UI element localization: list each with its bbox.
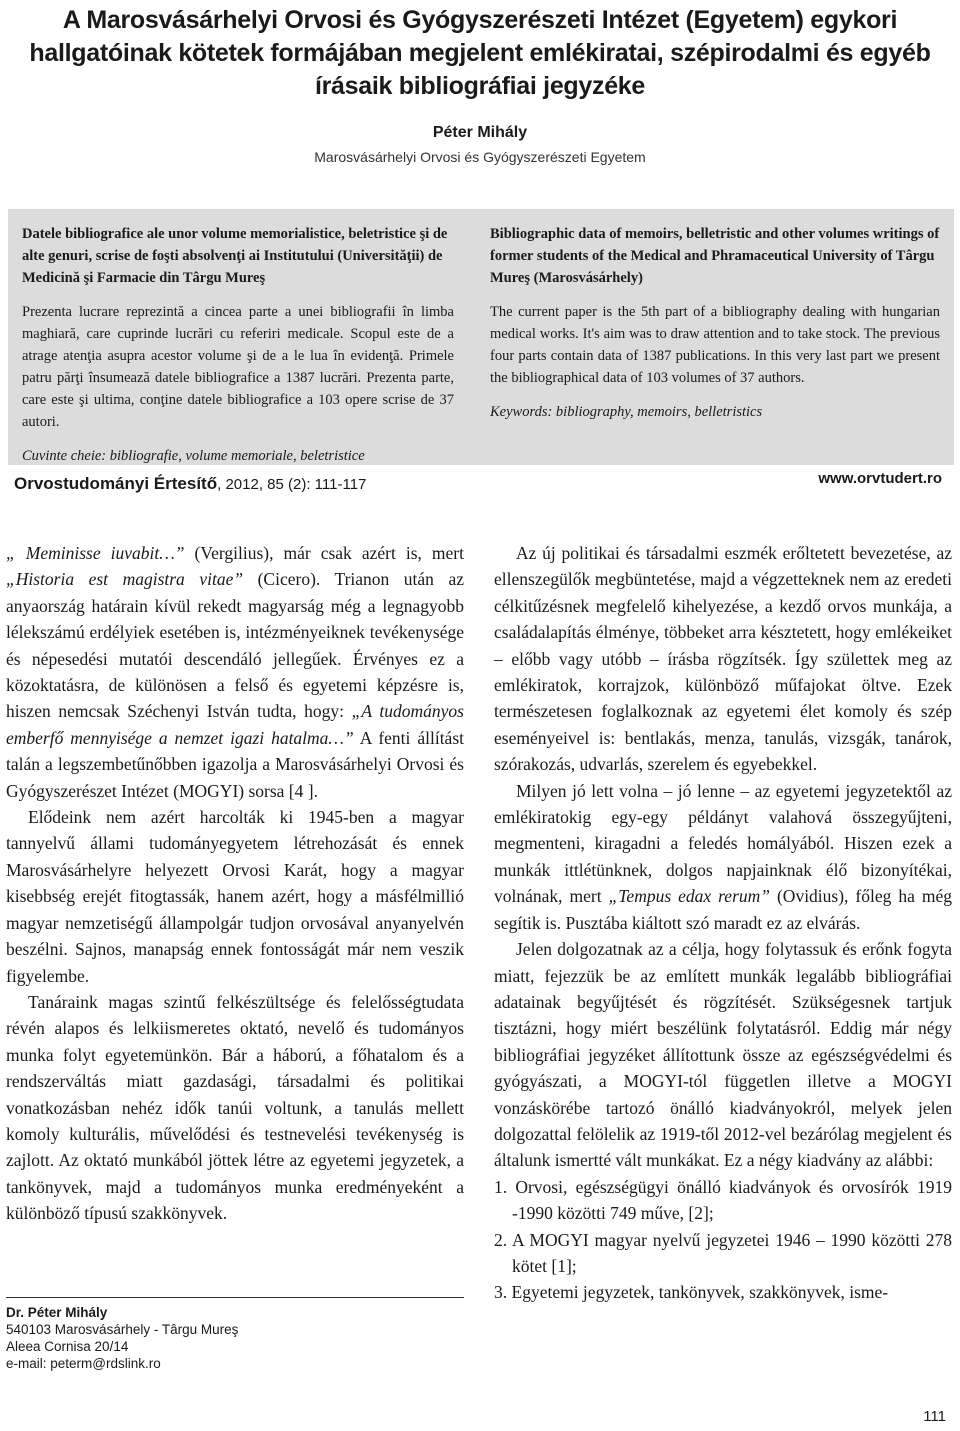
contact-line: 540103 Marosvásárhely - Târgu Mureş: [6, 1322, 239, 1337]
journal-website-link[interactable]: www.orvtudert.ro: [818, 470, 942, 487]
list-item: 3. Egyetemi jegyzetek, tankönyvek, szakkönyvek, isme-: [494, 1282, 889, 1303]
body-paragraph: Az új politikai és társadalmi eszmék erőltetett bevezetése, az ellenszegülők megbüntetése, majd a végzetteknek nem az eredeti célkitűzésnek megfelelő kihelyezése, a kezdő orvos munkája, a családalapítás élménye, többeket arra késztetett, hogy emlékeiket – előbb vagy utóbb – írásba rögzítsék. Így születtek meg az emlékiratok, korrajzok, különböző műfajokat öltve. Ezek természetesen foglalkoznak az egyetemi élet komoly és szép eseményeivel is: bentlakás, menza, tanulás, vizsgák, tanárok, szórakozás, udvarlás, szerelem és egyebekkel.: [494, 543, 952, 775]
body-column-left: [6, 540, 464, 1227]
text-run: (Vergilius), már csak azért is, mert: [184, 543, 464, 563]
abstract-english: [490, 223, 940, 423]
contact-line: Aleea Cornisa 20/14: [6, 1339, 129, 1354]
publication-list: [494, 1174, 952, 1306]
text-run: Milyen jó lett volna – jó lenne – az egyetemi jegyzetektől az emlékiratokig egy-egy példányt valahová összegyűjteni, megmenteni, kiragadni a feledés homályából. Hiszen ezek a munkák ittlétünknek, dolgos napjainknak élő bizonyítékai, volnának, mert: [494, 780, 952, 907]
body-paragraph: Tanáraink magas szintű felkészültsége és felelősségtudata révén alapos és lelkiismeretes oktató, nevelő és tudományos munka folyt egyetemünkön. Bár a háború, a főhatalom és a rendszerváltás miatt gazdasági, társadalmi és politikai vonatkozásban nehéz idők tanúi voltunk, a tanulás mellett komoly kulturális, művelődési és testnevelési tevékenység is zajlott. Az oktató munkából jöttek létre az egyetemi jegyzetek, a tankönyvek, majd a tudományos munka eredményeként a különböző típusú szakkönyvek.: [6, 991, 464, 1224]
correspondence-address: [6, 1304, 238, 1372]
abstract-ro-body: Prezenta lucrare reprezintă a cincea parte a unei bibliografii în limba maghiară, care cuprinde lucrări cu referiri medicale. Scopul este de a atrage atenţia asupra acestor volume şi de a le lua în evidenţă. Primele patru părţi însumează datele bibliografice a 1387 lucrări. Prezenta parte, care este şi ultima, conţine datele bibliografice a 103 opere scrise de 37 autori.: [22, 304, 454, 430]
quote: „A tudományos emberfő mennyisége a nemzet igazi hatalma…”: [6, 701, 464, 748]
abstract-romanian: [22, 223, 454, 467]
contact-email[interactable]: e-mail: peterm@rdslink.ro: [6, 1356, 161, 1371]
list-item: 2. A MOGYI magyar nyelvű jegyzetei 1946 – 1990 közötti 278 kötet [1];: [494, 1229, 952, 1276]
article-title: A Marosvásárhelyi Orvosi és Gyógyszerészeti Intézet (Egyetem) egykori hallgatóinak kötetek formájában megjelent emlékiratai, szépirodalmi és egyéb írásaik bibliográfiai jegyzéke: [29, 6, 931, 100]
abstract-en-body: The current paper is the 5th part of a bibliography dealing with hungarian medical works. It's aim was to draw attention and to take stock. The previous four parts contain data of 1387 publications. In this very last part we present the bibliographical data of 103 volumes of 37 authors.: [490, 304, 940, 386]
footnote-rule: [6, 1297, 464, 1298]
journal-issue: , 2012, 85 (2): 111-117: [217, 476, 367, 493]
body-column-right: [494, 540, 952, 1306]
abstract-en-keywords: Keywords: bibliography, memoirs, belletristics: [490, 404, 763, 420]
quote: „Tempus edax rerum”: [608, 886, 770, 907]
body-paragraph: Jelen dolgozatnak az a célja, hogy folytassuk és erőnk fogyta miatt, fejezzük be az említett munkák legalább bibliográfiai adatainak begyűjtését és rögzítését. Szükségesnek tartjuk tisztázni, hogy miért beszélünk folytatásról. Eddig már négy bibliográfiai jegyzéket állítottunk össze az egészségvédelmi és gyógyászati, a MOGYI-tól független illetve a MOGYI vonzáskörébe tartozó önálló kiadványokról, melyek jelen dolgozattal felölelik az 1919-től 2012-vel bezárólag megjelent és általunk ismertté vált munkákat. Ez a négy kiadvány az alábbi:: [494, 939, 952, 1171]
contact-name: Dr. Péter Mihály: [6, 1305, 108, 1320]
quote: „ Meminisse iuvabit…”: [6, 543, 185, 563]
page-number: 111: [923, 1408, 946, 1425]
quote: „Historia est magistra vitae”: [6, 569, 244, 590]
abstract-ro-heading: Datele bibliografice ale unor volume memorialistice, beletristice şi de alte genuri, scrise de foşti absolvenţi ai Institutului (Universităţii) de Medicină şi Farmacie din Târgu Mureş: [22, 226, 448, 286]
journal-name: Orvostudományi Értesítő: [14, 474, 218, 493]
text-run: (Ovidius), főleg ha még segítik is. Pusztába kiáltott szó maradt ez az elvárás.: [494, 886, 952, 933]
text-run: (Cicero). Trianon után az anyaország határain kívül rekedt magyarság még a legnagyobb lélekszámú erdélyiek esetében is, intézményeiknek tevékenysége és népesedési mutatói descendáló jellegűek. Érvényes ez a közoktatásra, de különösen a felső és egyetemi képzésre is, hiszen nemcsak Széchenyi István tudta, hogy:: [6, 569, 464, 722]
abstract-box: [8, 209, 954, 465]
body-paragraph: Elődeink nem azért harcolták ki 1945-ben a magyar tannyelvű állami tudományegyetem létrehozását és ennek Marosvásárhelyre helyezett Orvosi Karát, hogy a magyar kisebbség erejét fitogtassák, hanem azért, hogy a másfélmillió magyar nemzetiségű állampolgár tudjon orvosával anyanyelvén beszélni. Sajnos, manapság ennek fontosságát már nem veszik figyelembe.: [6, 807, 464, 986]
abstract-ro-keywords: Cuvinte cheie: bibliografie, volume memoriale, beletristice: [22, 448, 365, 464]
body-paragraph: [6, 540, 464, 804]
author-name: Péter Mihály: [432, 124, 528, 141]
body-paragraph: [494, 778, 952, 936]
journal-citation: [14, 474, 366, 494]
abstract-en-heading: Bibliographic data of memoirs, belletristic and other volumes writings of former students of the Medical and Phramaceutical University of Târgu Mureş (Marosvásárhely): [490, 226, 940, 286]
list-item: 1. Orvosi, egészségügyi önálló kiadványok és orvosírók 1919 -1990 közötti 749 műve, [2];: [494, 1176, 952, 1224]
author-affiliation: Marosvásárhelyi Orvosi és Gyógyszerészeti Egyetem: [314, 149, 646, 165]
text-run: A fenti állítást talán a legszembetűnőbben igazolja a Marosvásárhelyi Orvosi és Gyógyszerészet Intézet (MOGYI) sorsa [4 ].: [6, 727, 464, 801]
